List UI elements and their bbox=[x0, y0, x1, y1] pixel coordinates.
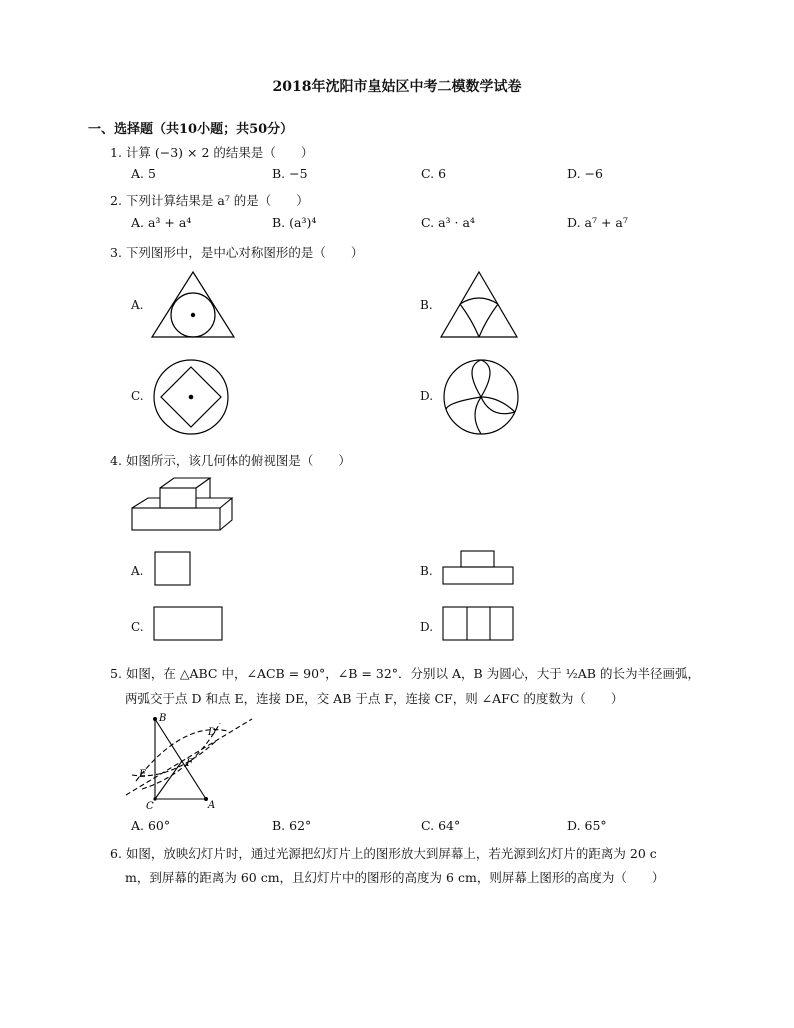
q4-option-c-label: C. bbox=[131, 620, 144, 634]
q4-figure-d bbox=[442, 606, 516, 642]
q2-option-a: A. a³ + a⁴ bbox=[131, 215, 192, 230]
q2-option-c: C. a³ · a⁴ bbox=[421, 215, 475, 230]
q4-option-a-label: A. bbox=[131, 564, 144, 578]
question-6-stem-line-1: 6. 如图，放映幻灯片时，通过光源把幻灯片上的图形放大到屏幕上，若光源到幻灯片的距离为 20 c bbox=[110, 846, 657, 861]
question-5-stem-line-2: 两弧交于点 D 和点 E，连接 DE，交 AB 于点 F，连接 CF，则 ∠AFC 的度数为（ ） bbox=[125, 691, 624, 706]
q5-label-c: C bbox=[146, 801, 154, 811]
q5-option-a: A. 60° bbox=[131, 818, 171, 833]
q5-label-e: E bbox=[139, 769, 147, 780]
q4-solid-figure bbox=[130, 476, 242, 532]
q5-label-a: A bbox=[208, 800, 216, 811]
question-4-stem: 4. 如图所示，该几何体的俯视图是（ ） bbox=[110, 453, 351, 468]
q4-figure-c bbox=[153, 606, 225, 642]
q3-figure-d bbox=[441, 357, 521, 437]
question-2-stem: 2. 下列计算结果是 a⁷ 的是（ ） bbox=[110, 193, 309, 208]
q2-option-b: B. (a³)⁴ bbox=[272, 215, 317, 230]
q3-option-c-label: C. bbox=[131, 389, 144, 403]
question-5-stem-line-1: 5. 如图，在 △ABC 中，∠ACB = 90°，∠B = 32°．分别以 A，B 为圆心，大于 ½AB 的长为半径画弧， bbox=[110, 666, 700, 681]
exam-title: 2018年沈阳市皇姑区中考二模数学试卷 bbox=[272, 79, 522, 95]
q5-label-b: B bbox=[159, 713, 167, 724]
q1-option-a: A. 5 bbox=[131, 166, 156, 181]
q1-option-c: C. 6 bbox=[421, 166, 447, 181]
q3-figure-b bbox=[439, 270, 519, 340]
q5-option-c: C. 64° bbox=[421, 818, 461, 833]
question-3-stem: 3. 下列图形中，是中心对称图形的是（ ） bbox=[110, 245, 364, 260]
q5-option-d: D. 65° bbox=[567, 818, 607, 833]
q1-option-d: D. −6 bbox=[567, 166, 603, 181]
q3-option-d-label: D. bbox=[420, 389, 434, 403]
q2-option-d: D. a⁷ + a⁷ bbox=[567, 215, 628, 230]
q5-triangle-figure bbox=[122, 711, 258, 811]
q4-option-b-label: B. bbox=[420, 564, 433, 578]
q1-option-b: B. −5 bbox=[272, 166, 308, 181]
question-6-stem-line-2: m，到屏幕的距离为 60 cm，且幻灯片中的图形的高度为 6 cm，则屏幕上图形的高度为（ ） bbox=[125, 870, 665, 885]
question-1-stem: 1. 计算 (−3) × 2 的结果是（ ） bbox=[110, 145, 314, 160]
q3-option-b-label: B. bbox=[420, 298, 433, 312]
q4-figure-a bbox=[154, 551, 192, 587]
q5-label-f: F bbox=[186, 758, 193, 769]
q3-option-a-label: A. bbox=[131, 298, 144, 312]
q4-option-d-label: D. bbox=[420, 620, 434, 634]
q5-label-d: D bbox=[208, 727, 217, 738]
q3-figure-a bbox=[150, 270, 236, 340]
q5-option-b: B. 62° bbox=[272, 818, 312, 833]
q4-figure-b bbox=[442, 550, 516, 586]
section-heading: 一、选择题（共10小题；共50分） bbox=[88, 122, 294, 137]
q3-figure-c bbox=[151, 357, 231, 437]
